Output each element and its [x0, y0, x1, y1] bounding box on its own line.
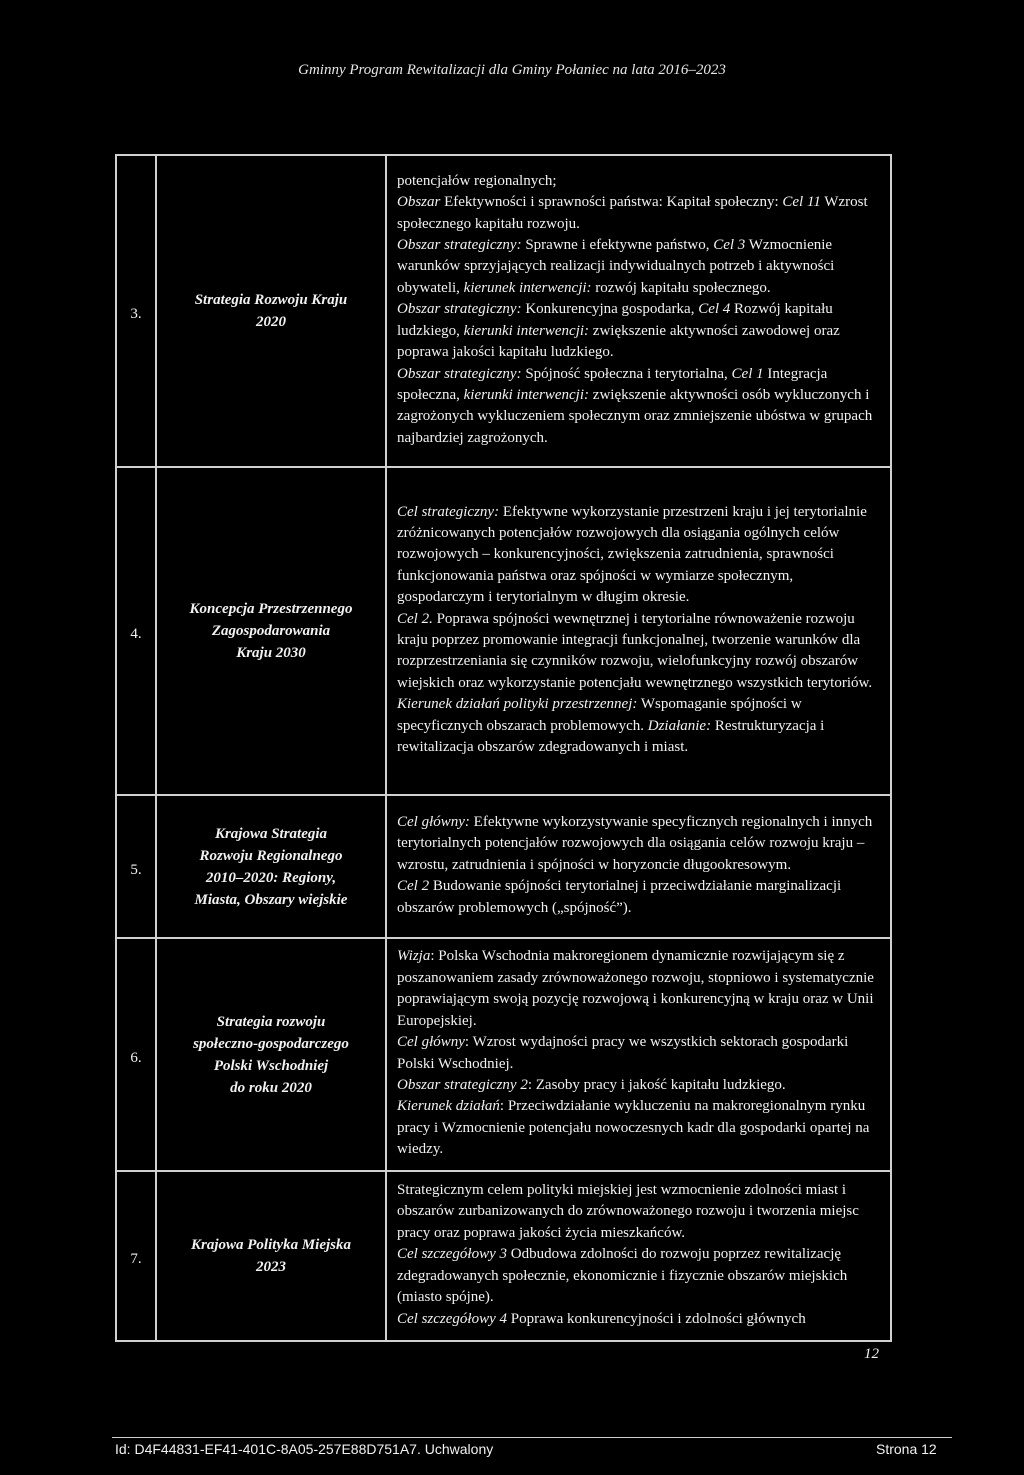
text-run: Wzmocnienie warunków sprzyjających realizacji indywidualnych potrzeb i aktywności obywateli, — [397, 237, 835, 296]
italic-run: Obszar — [397, 194, 441, 211]
text-run: Wspomaganie spójności w specyficznych obszarach problemowych. — [397, 696, 802, 734]
text-run: : Zasoby pracy i jakość kapitału ludzkiego. — [527, 1076, 786, 1093]
content-paragraph — [397, 364, 884, 450]
row-number: 3. — [116, 155, 156, 467]
row-number: 7. — [116, 1171, 156, 1341]
document-name: Krajowa Polityka Miejska 2023 — [156, 1171, 386, 1341]
table-row — [116, 155, 891, 467]
document-name: Strategia Rozwoju Kraju 2020 — [156, 155, 386, 467]
italic-run: Cel 3 — [713, 237, 746, 254]
content-paragraph — [397, 192, 884, 235]
text-run: Efektywne wykorzystanie przestrzeni kraju i jej terytorialnie zróżnicowanych potencjałów rozwojowych dla osiągania ogólnych celów rozwojowych – konkurencyjności, zwiększenia zatrudnienia, sprawności funkcjonowania państwa oraz spójności w wymiarze społecznym, gospodarczym i terytorialnym w długim okresie. — [397, 503, 867, 606]
text-run: Budowanie spójności terytorialnej i przeciwdziałanie marginalizacji obszarów problemowych („spójność”). — [397, 878, 842, 916]
content-paragraph — [397, 812, 884, 876]
content-paragraph — [397, 1096, 884, 1160]
content-paragraph — [397, 235, 884, 299]
content-paragraph — [397, 1309, 884, 1330]
document-name: Krajowa Strategia Rozwoju Regionalnego 2010–2020: Regiony, Miasta, Obszary wiejskie — [156, 795, 386, 938]
text-run: Rozwój kapitału ludzkiego, — [397, 301, 833, 339]
italic-run: Cel 2. — [397, 610, 433, 627]
text-run: Strategicznym celem polityki miejskiej jest wzmocnienie zdolności miast i obszarów zurbanizowanych do zrównoważonego rozwoju i tworzenia miejsc pracy oraz poprawa jakości życia mieszkańców. — [397, 1182, 859, 1241]
page-header: Gminny Program Rewitalizacji dla Gminy Połaniec na lata 2016–2023 — [298, 62, 726, 78]
text-run: Konkurencyjna gospodarka, — [521, 301, 699, 318]
table-row — [116, 1171, 891, 1341]
text-run: Spójność społeczna i terytorialna, — [521, 365, 732, 382]
table-row — [116, 467, 891, 795]
content-paragraph — [397, 1032, 884, 1075]
italic-run: Cel szczegółowy 4 — [397, 1310, 507, 1327]
content-paragraph — [397, 171, 884, 192]
italic-run: Cel 2 — [397, 878, 430, 895]
document-name: Strategia rozwoju społeczno-gospodarczego Polski Wschodniej do roku 2020 — [156, 938, 386, 1171]
italic-run: Obszar strategiczny: — [397, 365, 522, 382]
italic-run: Cel 11 — [782, 194, 821, 211]
italic-run: Obszar strategiczny: — [397, 301, 522, 318]
content-paragraph — [397, 1244, 884, 1308]
italic-run: Działanie: — [647, 717, 712, 734]
content-paragraph — [397, 946, 884, 1032]
italic-run: Cel 4 — [698, 301, 731, 318]
footer-document-id: Id: D4F44831-EF41-401C-8A05-257E88D751A7. Uchwalony — [115, 1441, 494, 1457]
text-run: : Wzrost wydajności pracy we wszystkich sektorach gospodarki Polski Wschodniej. — [397, 1034, 849, 1072]
italic-run: Cel 1 — [731, 365, 764, 382]
content-paragraph — [397, 694, 884, 758]
content-paragraph — [397, 876, 884, 919]
text-run: potencjałów regionalnych; — [397, 172, 557, 189]
row-content — [386, 155, 891, 467]
italic-run: Kierunek działań — [397, 1098, 500, 1115]
italic-run: kierunek interwencji: — [463, 279, 592, 296]
text-run: zwiększenie aktywności osób wykluczonych i zagrożonych wykluczeniem społecznym oraz zmniejszenie ubóstwa w grupach najbardziej zagrożonych. — [397, 386, 873, 446]
row-number: 4. — [116, 467, 156, 795]
italic-run: Wizja — [397, 948, 431, 965]
content-paragraph — [397, 502, 884, 609]
row-content — [386, 1171, 891, 1341]
text-run: Efektywne wykorzystywanie specyficznych regionalnych i innych terytorialnych potencjałów rozwojowych dla osiągania celów rozwoju kraju – wzrostu, zatrudnienia i spójności w horyzoncie długookresowym. — [397, 813, 873, 873]
footer-divider — [112, 1437, 952, 1438]
strategy-table — [115, 154, 892, 1342]
text-run: : Przeciwdziałanie wykluczeniu na makroregionalnym rynku pracy i Wzmocnienie potencjału nowoczesnych kadr dla gospodarki opartej na wiedzy. — [397, 1098, 870, 1158]
content-paragraph — [397, 1075, 884, 1096]
content-paragraph — [397, 299, 884, 363]
italic-run: Cel główny: — [397, 813, 470, 830]
text-run: Wzrost społecznego kapitału rozwoju. — [397, 194, 868, 232]
row-content — [386, 467, 891, 795]
text-run: Restrukturyzacja i rewitalizacja obszarów zdegradowanych i miast. — [397, 717, 825, 756]
document-name: Koncepcja Przestrzennego Zagospodarowania Kraju 2030 — [156, 467, 386, 795]
italic-run: Kierunek działań polityki przestrzennej: — [397, 696, 638, 713]
page-number: 12 — [864, 1346, 879, 1362]
row-number: 5. — [116, 795, 156, 938]
text-run: Integracja społeczna, — [397, 365, 828, 403]
text-run: Poprawa konkurencyjności i zdolności głównych — [507, 1310, 806, 1327]
content-paragraph — [397, 1180, 884, 1244]
text-run: Efektywności i sprawności państwa: Kapitał społeczny: — [440, 194, 783, 211]
table-row — [116, 795, 891, 938]
italic-run: Obszar strategiczny 2 — [397, 1076, 528, 1093]
italic-run: Cel strategiczny: — [397, 503, 500, 520]
italic-run: kierunki interwencji: — [463, 386, 590, 403]
row-content — [386, 938, 891, 1171]
row-content — [386, 795, 891, 938]
text-run: Odbudowa zdolności do rozwoju poprzez rewitalizację zdegradowanych społecznie, ekonomicznie i fizycznie obszarów miejskich (miasto spójne). — [397, 1246, 848, 1306]
text-run: Sprawne i efektywne państwo, — [521, 237, 714, 254]
text-run: : Polska Wschodnia makroregionem dynamicznie rozwijającym się z poszanowaniem zasady zrównoważonego rozwoju, stopniowo i systematycznie poprawiającym swoją pozycję rozwojową i konkurencyjną w kraju oraz w Unii Europejskiej. — [397, 948, 874, 1029]
footer-page-label: Strona 12 — [876, 1441, 937, 1457]
content-paragraph — [397, 609, 884, 695]
row-number: 6. — [116, 938, 156, 1171]
italic-run: Obszar strategiczny: — [397, 237, 522, 254]
table-row — [116, 938, 891, 1171]
italic-run: Cel główny — [397, 1034, 465, 1051]
italic-run: Cel szczegółowy 3 — [397, 1246, 507, 1263]
text-run: zwiększenie aktywności zawodowej oraz poprawa jakości kapitału ludzkiego. — [397, 322, 840, 361]
text-run: Poprawa spójności wewnętrznej i terytorialne równoważenie rozwoju kraju poprzez promowanie integracji funkcjonalnej, tworzenie warunków dla rozprzestrzeniania się czynników rozwoju, wielofunkcyjny rozwój obszarów wiejskich oraz wykorzystanie potencjału wewnętrznego wszystkich terytoriów. — [397, 610, 873, 691]
italic-run: kierunki interwencji: — [463, 322, 590, 339]
text-run: rozwój kapitału społecznego. — [591, 279, 771, 296]
